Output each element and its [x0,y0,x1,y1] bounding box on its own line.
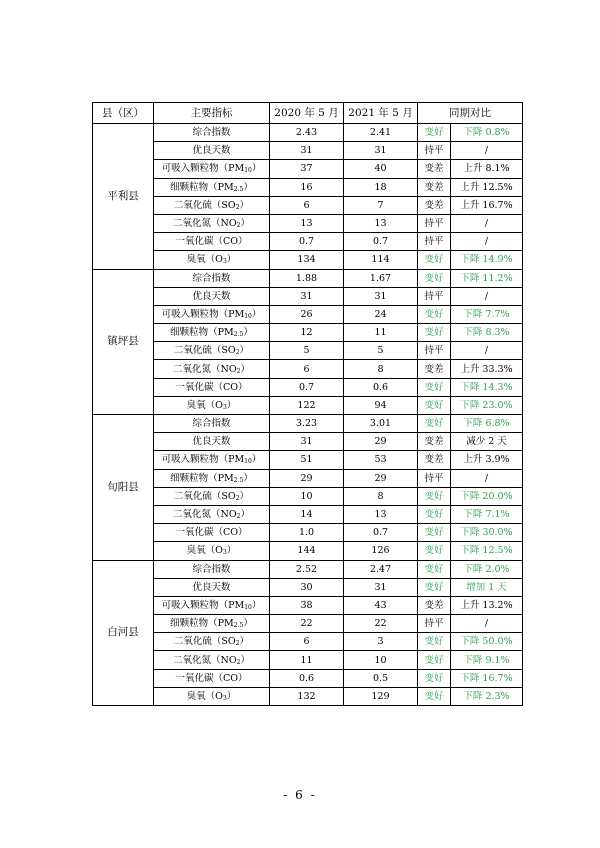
indicator-cell [154,433,270,451]
change-cell: 上升 13.2% [451,596,523,614]
status-cell: 持平 [418,615,451,633]
change-cell: / [451,615,523,633]
change-cell: / [451,214,523,232]
change-cell: 上升 3.9% [451,451,523,469]
indicator-name: 臭氧（O [186,690,223,702]
indicator-cell [154,342,270,360]
table-row [93,233,523,251]
change-cell: 上升 16.7% [451,196,523,214]
indicator-cell [154,251,270,269]
value-2021-cell: 1.67 [344,269,418,287]
indicator-name: 综合指数 [192,127,231,139]
indicator-name: 二氧化氮（NO [173,363,237,375]
indicator-name: 细颗粒物（PM [170,181,234,193]
indicator-subscript: 2 [235,203,240,211]
indicator-cell [154,451,270,469]
value-2021-cell: 43 [344,596,418,614]
indicator-close: ） [251,454,262,466]
table-row [93,178,523,196]
table-row [93,396,523,414]
indicator-cell [154,505,270,523]
status-cell: 持平 [418,142,451,160]
table-row [93,160,523,178]
indicator-name: 综合指数 [192,272,231,284]
indicator-subscript: 2 [236,658,241,666]
value-2020-cell: 132 [270,687,344,705]
indicator-name: 可吸入颗粒物（PM [161,308,245,320]
indicator-close: ） [251,163,262,175]
header-compare: 同期对比 [418,103,523,124]
value-2020-cell: 16 [270,178,344,196]
indicator-name: 细颗粒物（PM [170,327,234,339]
indicator-close: ） [251,308,262,320]
indicator-close: ） [243,472,253,484]
indicator-close: ） [239,345,250,357]
indicator-subscript: 3 [222,403,227,411]
value-2020-cell: 31 [270,433,344,451]
value-2021-cell: 8 [344,487,418,505]
value-2020-cell: 1.88 [270,269,344,287]
indicator-name: 综合指数 [192,418,231,430]
value-2020-cell: 22 [270,615,344,633]
indicator-cell [154,324,270,342]
value-2021-cell: 24 [344,305,418,323]
indicator-subscript: 10 [244,312,252,320]
table-row [93,578,523,596]
indicator-name: 优良天数 [192,290,231,302]
change-cell: 下降 0.8% [451,124,523,142]
indicator-cell [154,651,270,669]
indicator-name: 可吸入颗粒物（PM [161,599,245,611]
indicator-cell [154,233,270,251]
table-row [93,542,523,560]
indicator-cell [154,396,270,414]
status-cell: 变好 [418,542,451,560]
change-cell: 下降 14.3% [451,378,523,396]
indicator-close: ） [251,599,262,611]
value-2021-cell: 29 [344,469,418,487]
change-cell: / [451,233,523,251]
status-cell: 变差 [418,178,451,196]
value-2020-cell: 134 [270,251,344,269]
table-row [93,651,523,669]
status-cell: 变好 [418,487,451,505]
change-cell: 下降 14.9% [451,251,523,269]
indicator-subscript: 2 [235,349,240,357]
change-cell: 上升 8.1% [451,160,523,178]
change-cell: 下降 7.7% [451,305,523,323]
status-cell: 变好 [418,305,451,323]
value-2021-cell: 2.41 [344,124,418,142]
change-cell: 下降 20.0% [451,487,523,505]
indicator-cell [154,687,270,705]
indicator-subscript: 2 [236,222,241,230]
indicator-close: ） [239,490,250,502]
value-2021-cell: 29 [344,433,418,451]
indicator-cell [154,560,270,578]
value-2020-cell: 14 [270,505,344,523]
indicator-name: 优良天数 [192,436,231,448]
status-cell: 变好 [418,633,451,651]
indicator-name: 一氧化碳（CO） [175,381,248,393]
indicator-cell [154,615,270,633]
status-cell: 持平 [418,214,451,232]
value-2020-cell: 6 [270,196,344,214]
value-2020-cell: 0.7 [270,378,344,396]
value-2021-cell: 53 [344,451,418,469]
indicator-subscript: 2.5 [233,185,244,193]
air-quality-table [92,102,523,706]
indicator-cell [154,469,270,487]
table-row [93,615,523,633]
header-indicator: 主要指标 [154,103,270,124]
change-cell: 下降 50.0% [451,633,523,651]
change-cell: 下降 11.2% [451,269,523,287]
indicator-name: 优良天数 [192,581,231,593]
indicator-subscript: 2.5 [233,476,244,484]
value-2020-cell: 37 [270,160,344,178]
change-cell: 上升 33.3% [451,360,523,378]
status-cell: 变好 [418,415,451,433]
table-row [93,269,523,287]
indicator-cell [154,596,270,614]
status-cell: 持平 [418,469,451,487]
indicator-name: 一氧化碳（CO） [175,236,248,248]
indicator-name: 臭氧（O [186,399,223,411]
change-cell: / [451,469,523,487]
status-cell: 变好 [418,651,451,669]
change-cell: 增加 1 天 [451,578,523,596]
indicator-cell [154,124,270,142]
value-2020-cell: 5 [270,342,344,360]
value-2020-cell: 29 [270,469,344,487]
value-2020-cell: 144 [270,542,344,560]
table-row [93,451,523,469]
county-cell: 旬阳县 [93,415,154,561]
value-2021-cell: 31 [344,287,418,305]
value-2021-cell: 3.01 [344,415,418,433]
indicator-subscript: 2 [236,367,241,375]
status-cell: 持平 [418,233,451,251]
indicator-close: ） [239,199,250,211]
indicator-cell [154,415,270,433]
change-cell: 下降 7.1% [451,505,523,523]
indicator-name: 细颗粒物（PM [170,618,234,630]
indicator-cell [154,633,270,651]
value-2021-cell: 8 [344,360,418,378]
status-cell: 变好 [418,269,451,287]
value-2021-cell: 0.6 [344,378,418,396]
indicator-name: 细颗粒物（PM [170,472,234,484]
change-cell: 上升 12.5% [451,178,523,196]
table-row [93,596,523,614]
indicator-name: 臭氧（O [186,254,223,266]
table-header-row [93,103,523,124]
table-row [93,433,523,451]
value-2021-cell: 114 [344,251,418,269]
indicator-cell [154,524,270,542]
change-cell: 下降 2.3% [451,687,523,705]
indicator-name: 二氧化硫（SO [173,490,236,502]
status-cell: 持平 [418,287,451,305]
value-2021-cell: 22 [344,615,418,633]
status-cell: 变好 [418,251,451,269]
indicator-close: ） [239,636,250,648]
value-2020-cell: 38 [270,596,344,614]
indicator-name: 一氧化碳（CO） [175,672,248,684]
table-row [93,342,523,360]
value-2020-cell: 0.7 [270,233,344,251]
value-2020-cell: 2.52 [270,560,344,578]
indicator-subscript: 3 [222,258,227,266]
indicator-close: ） [226,690,237,702]
value-2020-cell: 122 [270,396,344,414]
indicator-cell [154,378,270,396]
value-2020-cell: 10 [270,487,344,505]
table-row [93,251,523,269]
value-2021-cell: 126 [344,542,418,560]
value-2020-cell: 12 [270,324,344,342]
indicator-cell [154,214,270,232]
value-2020-cell: 6 [270,633,344,651]
table-row [93,196,523,214]
indicator-close: ） [243,618,253,630]
value-2021-cell: 3 [344,633,418,651]
indicator-subscript: 2 [235,494,240,502]
indicator-cell [154,287,270,305]
change-cell: 下降 9.1% [451,651,523,669]
indicator-cell [154,160,270,178]
value-2021-cell: 0.5 [344,669,418,687]
indicator-cell [154,669,270,687]
indicator-cell [154,269,270,287]
change-cell: 减少 2 天 [451,433,523,451]
change-cell: 下降 30.0% [451,524,523,542]
status-cell: 变好 [418,687,451,705]
value-2021-cell: 94 [344,396,418,414]
status-cell: 变差 [418,596,451,614]
value-2020-cell: 13 [270,214,344,232]
indicator-subscript: 3 [222,694,227,702]
indicator-name: 可吸入颗粒物（PM [161,454,245,466]
status-cell: 变好 [418,124,451,142]
value-2021-cell: 40 [344,160,418,178]
table-row [93,633,523,651]
table-row [93,287,523,305]
indicator-subscript: 3 [222,549,227,557]
change-cell: 下降 16.7% [451,669,523,687]
indicator-close: ） [240,218,250,230]
indicator-subscript: 2.5 [233,331,244,339]
status-cell: 变好 [418,669,451,687]
indicator-close: ） [226,254,237,266]
table-row [93,305,523,323]
status-cell: 变差 [418,451,451,469]
indicator-subscript: 2 [235,640,240,648]
page-number: - 6 - [283,788,317,802]
county-cell: 白河县 [93,560,154,706]
status-cell: 变好 [418,378,451,396]
header-2020: 2020 年 5 月 [270,103,344,124]
change-cell: 下降 12.5% [451,542,523,560]
table-row [93,415,523,433]
indicator-name: 二氧化氮（NO [173,654,237,666]
indicator-name: 二氧化硫（SO [173,636,236,648]
indicator-cell [154,360,270,378]
indicator-subscript: 10 [244,458,252,466]
value-2021-cell: 5 [344,342,418,360]
value-2021-cell: 129 [344,687,418,705]
value-2020-cell: 6 [270,360,344,378]
change-cell: / [451,342,523,360]
value-2020-cell: 3.23 [270,415,344,433]
table-row [93,378,523,396]
value-2020-cell: 30 [270,578,344,596]
table-row [93,360,523,378]
table-row [93,124,523,142]
status-cell: 变差 [418,360,451,378]
change-cell: 下降 2.0% [451,560,523,578]
indicator-subscript: 10 [244,603,252,611]
header-2021: 2021 年 5 月 [344,103,418,124]
status-cell: 变好 [418,396,451,414]
indicator-cell [154,142,270,160]
status-cell: 变好 [418,578,451,596]
value-2020-cell: 11 [270,651,344,669]
county-cell: 平利县 [93,124,154,270]
indicator-name: 二氧化硫（SO [173,345,236,357]
table-row [93,524,523,542]
value-2021-cell: 11 [344,324,418,342]
indicator-cell [154,542,270,560]
indicator-cell [154,578,270,596]
value-2020-cell: 51 [270,451,344,469]
table-row [93,560,523,578]
indicator-name: 可吸入颗粒物（PM [161,163,245,175]
table-row [93,687,523,705]
table-row [93,469,523,487]
indicator-close: ） [240,654,250,666]
indicator-close: ） [226,399,237,411]
value-2020-cell: 1.0 [270,524,344,542]
table-row [93,505,523,523]
status-cell: 变差 [418,433,451,451]
value-2020-cell: 31 [270,287,344,305]
value-2021-cell: 0.7 [344,524,418,542]
indicator-name: 二氧化氮（NO [173,509,237,521]
value-2021-cell: 18 [344,178,418,196]
status-cell: 变好 [418,324,451,342]
indicator-subscript: 10 [244,167,252,175]
value-2021-cell: 13 [344,214,418,232]
indicator-close: ） [240,509,250,521]
indicator-name: 二氧化氮（NO [173,218,237,230]
value-2020-cell: 2.43 [270,124,344,142]
status-cell: 变差 [418,196,451,214]
indicator-subscript: 2 [236,513,241,521]
indicator-cell [154,305,270,323]
county-cell: 镇坪县 [93,269,154,415]
value-2021-cell: 13 [344,505,418,523]
indicator-cell [154,178,270,196]
value-2020-cell: 31 [270,142,344,160]
change-cell: 下降 6.8% [451,415,523,433]
change-cell: 下降 23.0% [451,396,523,414]
status-cell: 持平 [418,342,451,360]
value-2021-cell: 10 [344,651,418,669]
table-row [93,487,523,505]
indicator-cell [154,487,270,505]
indicator-close: ） [226,545,237,557]
status-cell: 变差 [418,160,451,178]
value-2021-cell: 31 [344,142,418,160]
table-row [93,324,523,342]
status-cell: 变好 [418,524,451,542]
indicator-name: 二氧化硫（SO [173,199,236,211]
indicator-close: ） [243,327,253,339]
change-cell: / [451,287,523,305]
indicator-subscript: 2.5 [233,622,244,630]
indicator-close: ） [243,181,253,193]
value-2020-cell: 26 [270,305,344,323]
indicator-name: 一氧化碳（CO） [175,527,248,539]
table-row [93,142,523,160]
indicator-close: ） [240,363,250,375]
value-2021-cell: 2.47 [344,560,418,578]
table-row [93,214,523,232]
value-2021-cell: 7 [344,196,418,214]
indicator-name: 优良天数 [192,145,231,157]
table-body [93,124,523,706]
indicator-name: 臭氧（O [186,545,223,557]
status-cell: 变好 [418,560,451,578]
value-2020-cell: 0.6 [270,669,344,687]
change-cell: / [451,142,523,160]
indicator-name: 综合指数 [192,563,231,575]
value-2021-cell: 31 [344,578,418,596]
header-county: 县（区） [93,103,154,124]
indicator-cell [154,196,270,214]
value-2021-cell: 0.7 [344,233,418,251]
change-cell: 下降 8.3% [451,324,523,342]
status-cell: 变好 [418,505,451,523]
table-row [93,669,523,687]
